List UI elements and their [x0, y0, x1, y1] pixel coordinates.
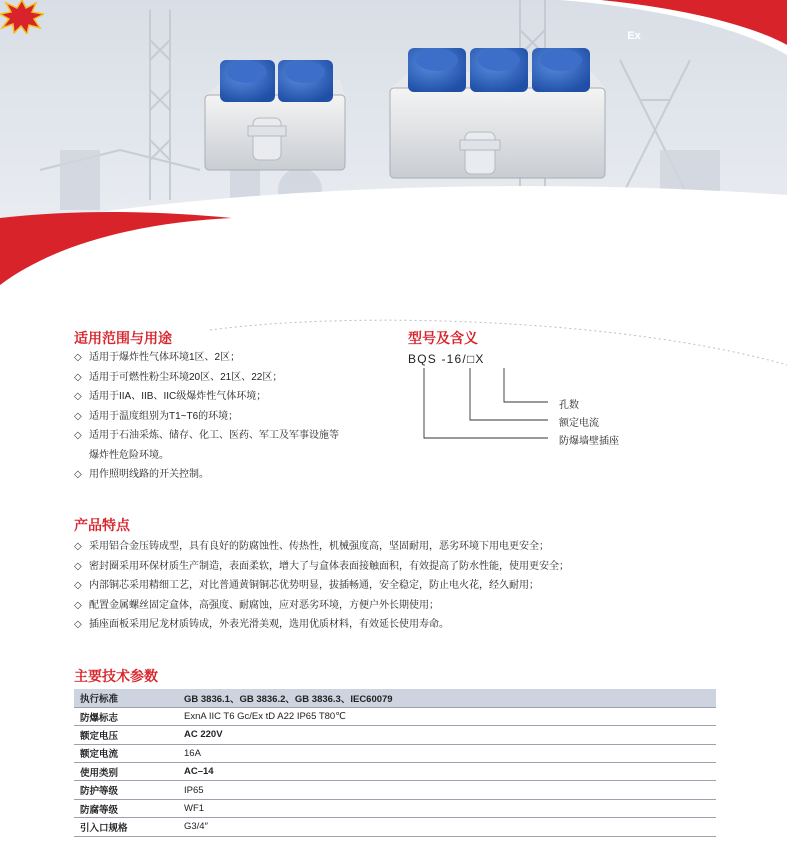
spec-key: 防爆标志	[74, 707, 178, 725]
hero-illustration	[0, 0, 787, 300]
table-row	[74, 763, 716, 781]
spec-key: 引入口规格	[74, 818, 178, 836]
application-item: ◇ 适用于爆炸性气体环境1区、2区；	[74, 348, 339, 368]
feature-item: ◇ 插座面板采用尼龙材质铸成，外表光滑美观，选用优质材料，有效延长使用寿命。	[74, 615, 569, 635]
spec-key: 防护等级	[74, 781, 178, 799]
double-socket-box-image	[205, 60, 345, 170]
application-item: ◇ 用作照明线路的开关控制。	[74, 465, 339, 485]
spec-value: IP65	[178, 781, 716, 799]
specs-section-title: 主要技术参数	[74, 668, 158, 684]
table-row	[74, 689, 716, 707]
table-row	[74, 799, 716, 817]
spec-value: WF1	[178, 799, 716, 817]
spec-value: G3/4″	[178, 818, 716, 836]
spec-key: 执行标准	[74, 689, 178, 707]
spec-table	[74, 689, 716, 837]
application-item: ◇ 适用于石油采炼、储存、化工、医药、军工及军事设施等	[74, 426, 339, 446]
features-section-title: 产品特点	[74, 517, 130, 533]
ex-explosion-badge-icon	[0, 0, 44, 34]
spec-key: 防腐等级	[74, 799, 178, 817]
application-item-continuation: 爆炸性危险环境。	[89, 449, 169, 461]
feature-item: ◇ 密封圈采用环保材质生产制造，表面柔软，增大了与盒体表面接触面积，有效提高了防水性能，使用更安全；	[74, 557, 569, 577]
model-leader-lines	[408, 366, 568, 446]
spec-value: ExnA IIC T6 Gc/Ex tD A22 IP65 T80℃	[178, 707, 716, 725]
spec-value: GB 3836.1、GB 3836.2、GB 3836.3、IEC60079	[178, 689, 716, 707]
model-section-title: 型号及含义	[408, 330, 478, 346]
model-label-product-name: 防爆墙壁插座	[559, 436, 619, 447]
table-row	[74, 744, 716, 762]
table-row	[74, 818, 716, 836]
spec-key: 额定电流	[74, 744, 178, 762]
table-row	[74, 726, 716, 744]
application-list	[74, 348, 339, 485]
feature-item: ◇ 采用铝合金压铸成型，具有良好的防腐蚀性、传热性，机械强度高，坚固耐用，恶劣环境下用电更安全；	[74, 537, 569, 557]
feature-item: ◇ 内部铜芯采用精细工艺，对比普通黄铜铜芯优势明显，拔插畅通，安全稳定，防止电火花，经久耐用；	[74, 576, 569, 596]
hero-banner	[0, 0, 787, 300]
application-item: ◇ 适用于温度组别为T1~T6的环境；	[74, 407, 339, 427]
application-section-title: 适用范围与用途	[74, 330, 172, 346]
model-label-rated-current: 额定电流	[559, 418, 599, 429]
table-row	[74, 781, 716, 799]
model-code: BQS -16/□X	[408, 352, 485, 366]
feature-item: ◇ 配置金属螺丝固定盒体，高强度、耐腐蚀，应对恶劣环境，方便户外长期使用；	[74, 596, 569, 616]
spec-value: AC 220V	[178, 726, 716, 744]
application-item: ◇ 适用于IIA、IIB、IIC级爆炸性气体环境；	[74, 387, 339, 407]
table-row	[74, 707, 716, 725]
triple-socket-box-image	[390, 48, 605, 178]
spec-value: 16A	[178, 744, 716, 762]
spec-value: AC–14	[178, 763, 716, 781]
spec-key: 使用类别	[74, 763, 178, 781]
features-list	[74, 537, 569, 635]
spec-key: 额定电压	[74, 726, 178, 744]
application-item: ◇ 适用于可燃性粉尘环境20区、21区、22区；	[74, 368, 339, 388]
ex-badge-label: Ex	[627, 30, 641, 42]
model-label-holes: 孔数	[559, 400, 579, 411]
